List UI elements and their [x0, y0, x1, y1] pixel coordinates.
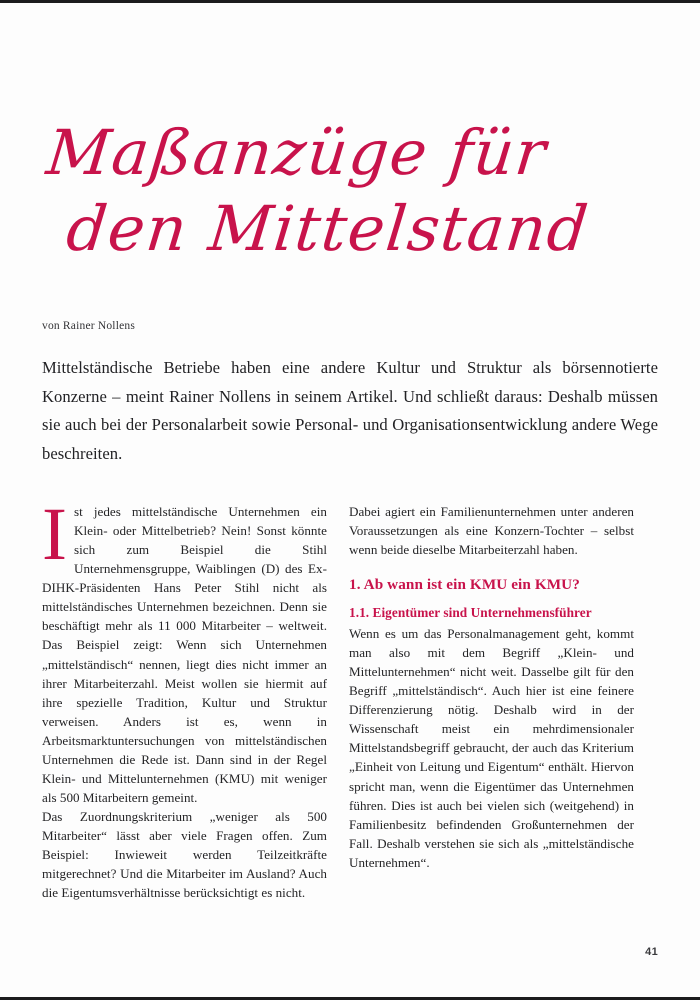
body-column-right [349, 502, 634, 872]
sub-section-heading: 1.1. Eigentümer sind Unternehmensführer [349, 604, 592, 620]
article-byline: von Rainer Nollens [42, 320, 136, 333]
article-title-line-1: Maßanzüge für [43, 116, 551, 189]
body-paragraph: Wenn es um das Personalmanagement geht, kommt man also mit dem Begriff „Klein- und Mittelunternehmen“ nicht weit. Dasselbe gilt für den Begriff „mittelständisch“. Auch hier ist eine feinere Differenzierung nötig. Deshalb wird in der Wissenschaft meist ein mehrdimensionaler Mittelstandsbegriff gebraucht, der auch das Kriterium „Einheit von Leitung und Eigentum“ enthält. Hiervon spricht man, wenn die Eigentümer das Unternehmen führen. Dies ist auch bei vielen sich (weitgehend) in Familienbesitz befindenden Großunternehmen der Fall. Deshalb verstehen sie sich als „mittelständische Unternehmen“. [349, 626, 634, 870]
body-paragraph: Das Zuordnungskriterium „weniger als 500 Mitarbeiter“ lässt aber viele Fragen offen. Zum Beispiel: Inwieweit werden Teilzeitkräfte mitgerechnet? Und die Mitarbeiter im Ausland? Auch die Eigentumsverhältnisse berücksichtigt es nicht. [42, 808, 327, 901]
article-title [42, 3, 658, 265]
page-number: 41 [645, 946, 658, 958]
body-paragraph: Ist jedes mittelständische Unternehmen ein Klein- oder Mittelbetrieb? Nein! Sonst könnte sich zum Beispiel die Stihl Unternehmensgruppe, Waiblingen (D) des Ex-DIHK-Präsidenten Hans Peter Stihl nicht als mittelständisches Unternehmen bezeichnen. Denn sie beschäftigt mehr als 11 000 Mitarbeiter – weltweit. Das Beispiel zeigt: Wenn sich Unternehmen „mittelständisch“ nennen, liegt dies nicht immer an ihrer Mitarbeiterzahl. Meist wollen sie hiermit auf ihre spezielle Tradition, Kultur und Struktur verweisen. Anders ist es, wenn in Arbeitsmarktuntersuchungen von mittelständischen Unternehmen die Rede ist. Dann sind in der Regel Klein- und Mittelunternehmen (KMU) mit weniger als 500 Mitarbeitern gemeint. [42, 493, 327, 805]
section-heading: 1. Ab wann ist ein KMU ein KMU? [349, 576, 580, 594]
body-column-left [42, 493, 327, 902]
body-paragraph: Dabei agiert ein Familienunternehmen unter anderen Voraussetzungen als eine Konzern-Tochter – selbst wenn beide dieselbe Mitarbeiterzahl haben. [349, 504, 634, 558]
article-title-line-2: den Mittelstand [63, 191, 593, 265]
article-lead-paragraph: Mittelständische Betriebe haben eine andere Kultur und Struktur als börsennotierte Konzerne – meint Rainer Nollens in seinem Artikel. Und schließt daraus: Deshalb müssen sie auch bei der Personalarbeit sowie Personal- und Organisationsentwicklung andere Wege beschreiten. [42, 358, 658, 463]
article-body-columns [42, 493, 658, 902]
page-content-area [0, 3, 700, 997]
